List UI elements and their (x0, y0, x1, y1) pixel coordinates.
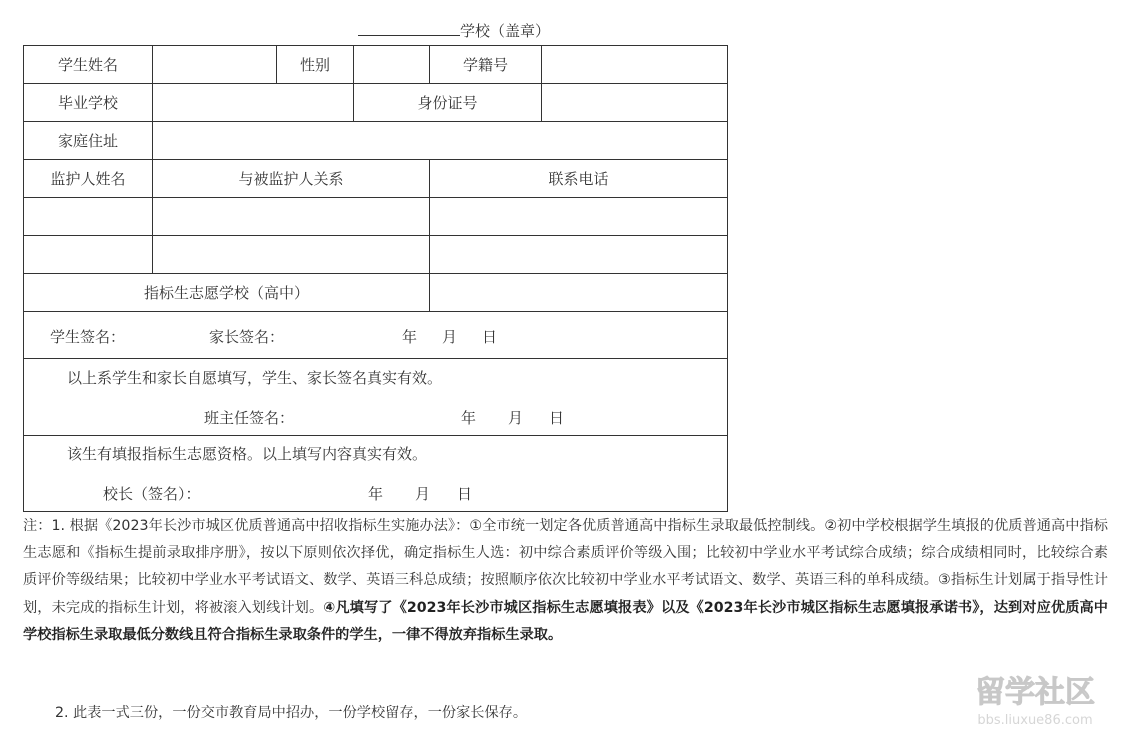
relation-field[interactable] (153, 198, 430, 236)
row-address (24, 122, 728, 160)
school-stamp-line (358, 20, 550, 41)
guardian-name-field[interactable] (24, 236, 153, 274)
signature-line (24, 312, 727, 358)
student-id-field[interactable] (542, 46, 728, 84)
watermark-url: bbs.liuxue86.com (977, 713, 1093, 728)
row-student-basic (24, 46, 728, 84)
watermark-title: 留学社区 (975, 675, 1095, 710)
watermark-logo (955, 668, 1115, 730)
guardian-name-field[interactable] (24, 198, 153, 236)
day-label: 日 (549, 409, 565, 427)
row-guardian-header (24, 160, 728, 198)
id-card-label: 身份证号 (354, 84, 542, 122)
student-name-label: 学生姓名 (24, 46, 153, 84)
row-target-school (24, 274, 728, 312)
relation-field[interactable] (153, 236, 430, 274)
phone-field[interactable] (430, 236, 728, 274)
home-address-label: 家庭住址 (24, 122, 153, 160)
month-label: 月 (442, 328, 458, 346)
note-2-text: 2. 此表一式三份，一份交市教育局中招办，一份学校留存，一份家长保存。 (55, 705, 528, 721)
row-signatures (24, 312, 728, 359)
student-sign-label: 学生签名： (50, 328, 126, 346)
target-school-label: 指标生志愿学校（高中） (24, 274, 430, 312)
phone-label: 联系电话 (430, 160, 728, 198)
notes-paragraph (23, 513, 1108, 649)
guardian-name-label: 监护人姓名 (24, 160, 153, 198)
principal-sign-label: 校长（签名）： (103, 485, 201, 503)
phone-field[interactable] (430, 198, 728, 236)
teacher-sign-label: 班主任签名： (204, 409, 295, 427)
home-address-field[interactable] (153, 122, 728, 160)
year-label: 年 (461, 409, 477, 427)
note-1-text: 注：1. 根据《2023年长沙市城区优质普通高中招收指标生实施办法》：①全市统一划定各优质普通高中指标生录取最低控制线。②初中学校根据学生填报的优质普通高中指标生志愿和《指标生提前录取排序册》，按以下原则依次择优，确定指标生人选：初中综合素质评价等级入围；比较初中学业水平考试综合成绩；综合成绩相同时，比较综合素质评价等级结果；比较初中学业水平考试语文、数学、英语三科总成绩；按照顺序依次比较初中学业水平考试语文、数学、英语三科的单科成绩。③指标生计划属于指导性计划，未完成的指标生计划，将被滚入划线计划。 (23, 518, 1108, 616)
day-label: 日 (457, 485, 473, 503)
graduate-school-label: 毕业学校 (24, 84, 153, 122)
parent-sign-label: 家长签名： (209, 328, 285, 346)
graduate-school-field[interactable] (153, 84, 354, 122)
gender-field[interactable] (354, 46, 430, 84)
school-stamp-label: 学校（盖章） (460, 22, 551, 40)
row-guardian-2 (24, 236, 728, 274)
month-label: 月 (508, 409, 524, 427)
day-label: 日 (482, 328, 498, 346)
student-name-field[interactable] (153, 46, 277, 84)
declaration-text: 以上系学生和家长自愿填写，学生、家长签名真实有效。 (67, 369, 443, 387)
application-form-table (23, 45, 728, 512)
month-label: 月 (415, 485, 431, 503)
gender-label: 性别 (277, 46, 354, 84)
student-id-label: 学籍号 (430, 46, 542, 84)
year-label: 年 (368, 485, 384, 503)
teacher-block (24, 359, 727, 435)
row-principal (24, 436, 728, 512)
row-school-id (24, 84, 728, 122)
row-teacher (24, 359, 728, 436)
target-school-field[interactable] (430, 274, 728, 312)
school-name-blank (358, 21, 460, 36)
note-1-bold-text: ④凡填写了《2023年长沙市城区指标生志愿填报表》以及《2023年长沙市城区指标生志愿填报承诺书》，达到对应优质高中学校指标生录取最低分数线且符合指标生录取条件的学生，一律不得放弃指标生录取。 (23, 599, 1108, 643)
eligibility-text: 该生有填报指标生志愿资格。以上填写内容真实有效。 (67, 445, 428, 463)
row-guardian-1 (24, 198, 728, 236)
id-card-field[interactable] (542, 84, 728, 122)
relation-label: 与被监护人关系 (153, 160, 430, 198)
year-label: 年 (402, 328, 418, 346)
principal-block (24, 436, 727, 511)
